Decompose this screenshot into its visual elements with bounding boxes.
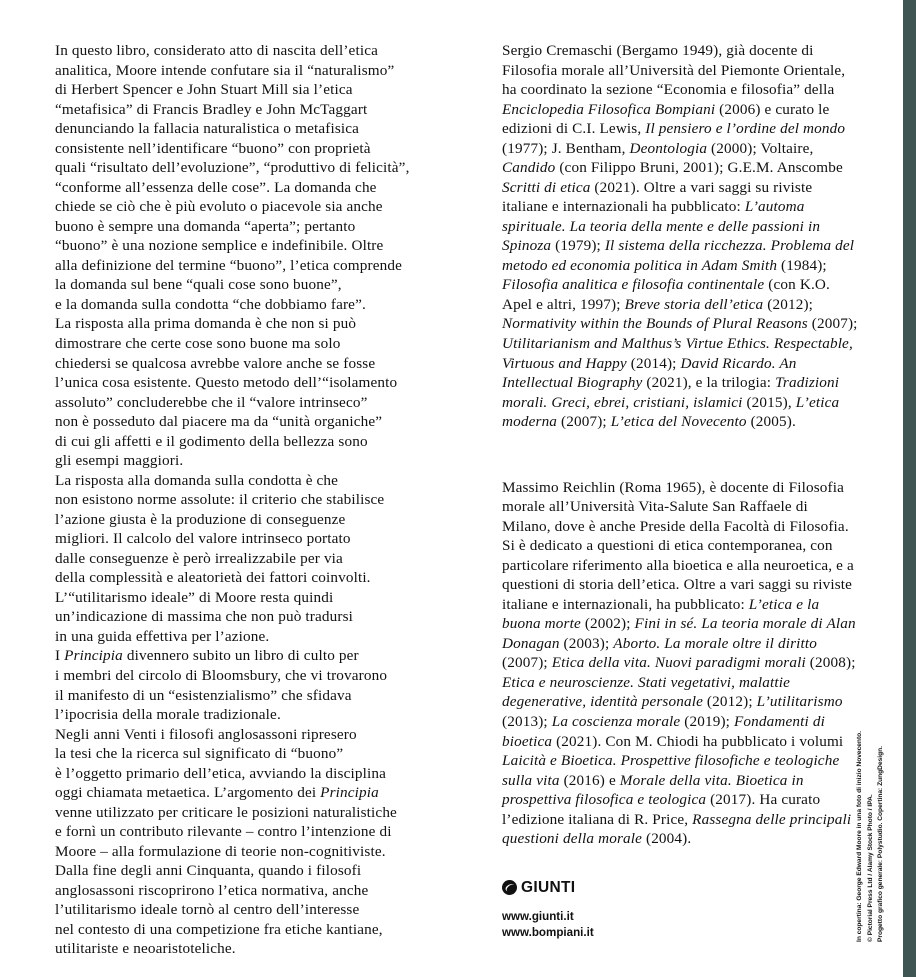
cremaschi-seg-9: Scritti di etica	[502, 178, 591, 196]
blurb-line: analitica, Moore intende confutare sia il “naturalismo”	[55, 61, 395, 79]
principia-pre: I	[55, 647, 65, 665]
blurb-line: la tesi che la ricerca sul significato di “buono”	[55, 745, 344, 763]
reichlin-seg-6: (2007);	[502, 654, 552, 672]
blurb-line: quali “risultato dell’evoluzione”, “produttivo di felicità”,	[55, 159, 410, 177]
blurb-line: della complessità e aleatorietà dei fattori coinvolti.	[55, 569, 371, 587]
reichlin-seg-10: (2012);	[702, 693, 757, 711]
reichlin-seg-2: (2002);	[580, 615, 635, 633]
blurb-line: Moore – alla formulazione di teorie non-cognitiviste.	[55, 842, 386, 860]
reichlin-seg-15: Fondamenti di bioetica	[502, 713, 825, 750]
cremaschi-seg-30: (2005).	[746, 413, 796, 431]
reichlin-seg-9: Etica e neuroscienze. Stati vegetativi, malattie degenerative, identità personale	[502, 673, 791, 711]
blurb-line: alla definizione del termine “buono”, l’etica comprende	[55, 256, 402, 274]
blurb-line: l’utilitarismo ideale tornò al centro dell’interesse	[55, 901, 360, 919]
blurb-line-principia-a	[55, 646, 420, 666]
blurb-line: in una guida effettiva per l’azione.	[55, 627, 270, 645]
cover-credits-rotated	[855, 690, 889, 942]
blurb-line: Dalla fine degli anni Cinquanta, quando i filosofi	[55, 862, 362, 880]
cremaschi-seg-15: Filosofia analitica e filosofia continentale	[502, 276, 765, 294]
blurb-line: consistente nell’identificare “buono” con proprietà	[55, 139, 371, 157]
blurb-line: un’indicazione di massima che non può tradursi	[55, 608, 354, 626]
blurb-line: La risposta alla prima domanda è che non si può	[55, 315, 357, 333]
cremaschi-seg-21: Utilitarianism and Malthus’s Virtue Ethics. Respectable, Virtuous and Happy	[502, 334, 853, 372]
cremaschi-seg-0: Sergio Cremaschi (Bergamo 1949), già docente di Filosofia morale all’Università del Piemonte Orientale, ha coordinato la sezione “Economia e filosofia” della	[502, 42, 846, 99]
publisher-name: GIUNTI	[521, 879, 576, 896]
url-bompiani[interactable]: www.bompiani.it	[502, 925, 594, 939]
reichlin-seg-13: La coscienza morale	[551, 713, 681, 730]
reichlin-seg-21: Rassegna delle principali questioni della morale	[502, 810, 852, 848]
blurb-line: il manifesto di un “esistenzialismo” che sfidava	[55, 686, 352, 704]
principia-title-italic: Principia	[64, 647, 123, 665]
blurb-line: non esistono norme assolute: il criterio che stabilisce	[55, 491, 385, 509]
cremaschi-seg-6: (2000); Voltaire,	[707, 139, 814, 157]
blurb-line: l’azione giusta è la produzione di conseguenze	[55, 510, 346, 528]
cremaschi-seg-7: Candido	[502, 159, 556, 177]
cremaschi-seg-16: (con K.O. Apel e altri, 1997);	[502, 276, 830, 313]
reichlin-seg-8: (2008);	[805, 654, 856, 672]
blurb-line: nel contesto di una competizione fra etiche kantiane,	[55, 920, 383, 938]
blurb-line: dimostrare che certe cose sono buone ma solo	[55, 334, 341, 352]
reichlin-seg-17: Laicità e Bioetica. Prospettive filosofiche e teologiche sulla vita	[502, 752, 840, 789]
book-blurb-column	[55, 41, 420, 959]
giunti-g-mark-icon	[502, 880, 517, 895]
blurb-line-principia-h	[55, 783, 420, 803]
blurb-line: chiede se ciò che è più evoluto o piacevole sia anche	[55, 198, 383, 216]
blurb-line: chiedersi se qualcosa avrebbe valore anche se fosse	[55, 354, 376, 372]
cremaschi-seg-29: L’etica del Novecento	[610, 413, 747, 431]
cremaschi-seg-28: (2007);	[557, 413, 611, 431]
cremaschi-seg-26: (2015),	[742, 393, 796, 411]
author-bio-cremaschi	[502, 41, 860, 432]
blurb-line: di cui gli affetti e il godimento della bellezza sono	[55, 432, 368, 450]
blurb-line: di Herbert Spencer e John Stuart Mill sia l’etica	[55, 81, 353, 99]
blurb-line: è l’oggetto primario dell’etica, avviando la disciplina	[55, 764, 386, 782]
reichlin-seg-5: Aborto. La morale oltre il diritto	[613, 634, 818, 652]
cremaschi-seg-23: David Ricardo. An Intellectual Biography	[502, 354, 797, 392]
cremaschi-seg-11: L’automa spirituale. La teoria della mente e delle passioni in Spinoza	[502, 198, 821, 255]
cremaschi-seg-17: Breve storia dell’etica	[624, 295, 764, 313]
blurb-line: L’“utilitarismo ideale” di Moore resta quindi	[55, 588, 334, 606]
reichlin-seg-4: (2003);	[559, 634, 614, 652]
blurb-line: “conforme all’essenza delle cose”. La domanda che	[55, 178, 377, 196]
cremaschi-seg-19: Normativity within the Bounds of Plural Reasons	[502, 315, 808, 333]
cover-credits-block	[855, 690, 889, 942]
cremaschi-seg-18: (2012);	[763, 295, 814, 313]
blurb-line: La risposta alla domanda sulla condotta è che	[55, 471, 339, 489]
cremaschi-seg-25: Tradizioni morali. Greci, ebrei, cristiani, islamici	[502, 374, 840, 411]
reichlin-seg-20: (2017). Ha curato l’edizione italiana di R. Price,	[502, 791, 821, 828]
reichlin-seg-19: Morale della vita. Bioetica in prospettiva filosofica e teologica	[502, 771, 804, 809]
cremaschi-seg-4: (1977); J. Bentham,	[502, 139, 630, 157]
reichlin-seg-16: (2021). Con M. Chiodi ha pubblicato i volumi	[552, 732, 844, 750]
blurb-line: assoluto” concluderebbe che il “valore intrinseco”	[55, 393, 368, 411]
reichlin-seg-0: Massimo Reichlin (Roma 1965), è docente di Filosofia morale all’Università Vita-Salute San Raffaele di Milano, dove è anche Preside della Facoltà di Filosofia. Si è dedicato a questioni di etica contemporanea, con particolare riferimento alla bioetica e alla neuroetica, e a questioni di storia dell’etica. Oltre a vari saggi su riviste italiane e internazionali, ha pubblicato:	[502, 478, 854, 613]
publisher-urls	[502, 909, 802, 942]
cremaschi-seg-1: Enciclopedia Filosofica Bompiani	[502, 100, 716, 118]
cremaschi-seg-5: Deontologia	[629, 139, 708, 157]
blurb-line: i membri del circolo di Bloomsbury, che vi trovarono	[55, 667, 388, 684]
blurb-line: e la domanda sulla condotta “che dobbiamo fare”.	[55, 295, 366, 313]
blurb-line: utilitariste e neoaristoteliche.	[55, 940, 236, 958]
credit-line-copyright: © Pictorial Press Ltd / Alamy Stock Photo / IPA.	[866, 794, 874, 942]
reichlin-seg-22: (2004).	[642, 830, 692, 848]
cremaschi-seg-3: Il pensiero e l’ordine del mondo	[645, 120, 846, 138]
cremaschi-seg-12: (1979);	[551, 237, 605, 255]
blurb-line: la domanda sul bene “quali cose sono buone”,	[55, 276, 342, 294]
blurb-line: “metafisica” di Francis Bradley e John McTaggart	[55, 100, 368, 118]
blurb-line: anglosassoni riscoprirono l’etica normativa, anche	[55, 881, 369, 899]
blurb-line: dalle conseguenze è però irrealizzabile per via	[55, 549, 343, 567]
blurb-line: e fornì un contributo rilevante – contro l’intenzione di	[55, 823, 392, 841]
reichlin-seg-11: L’utilitarismo	[756, 693, 843, 711]
cremaschi-seg-14: (1984);	[777, 256, 827, 274]
blurb-line: In questo libro, considerato atto di nascita dell’etica	[55, 42, 378, 59]
cremaschi-seg-10: (2021). Oltre a vari saggi su riviste italiane e internazionali ha pubblicato:	[502, 178, 813, 216]
cremaschi-seg-2: (2006) e curato le edizioni di C.I. Lewis,	[502, 100, 830, 138]
credit-line-photo-caption: In copertina: George Edward Moore in una foto di inizio Novecento.	[856, 730, 863, 942]
blurb-line: Negli anni Venti i filosofi anglosassoni ripresero	[55, 725, 357, 743]
reichlin-seg-12: (2013);	[502, 713, 552, 730]
cremaschi-seg-20: (2007);	[807, 315, 858, 333]
cremaschi-seg-22: (2014);	[626, 354, 681, 372]
url-giunti[interactable]: www.giunti.it	[502, 909, 574, 923]
author-bios-column	[502, 41, 860, 849]
publisher-block	[502, 880, 802, 941]
principia-title-italic-2: Principia	[320, 784, 379, 802]
blurb-line: gli esempi maggiori.	[55, 452, 184, 470]
blurb-line: denunciando la fallacia naturalistica o metafisica	[55, 120, 360, 138]
principia-post: divennero subito un libro di culto per	[122, 647, 359, 665]
cremaschi-seg-13: Il sistema della ricchezza. Problema del metodo ed economia politica in Adam Smith	[502, 237, 855, 274]
reichlin-seg-3: Fini in sé. La teoria morale di Alan Donagan	[502, 615, 856, 652]
blurb-line: venne utilizzato per criticare le posizioni naturalistiche	[55, 803, 397, 821]
cremaschi-seg-27: L’etica moderna	[502, 393, 840, 431]
publisher-logo	[502, 880, 802, 896]
author-bio-reichlin	[502, 478, 860, 849]
blurb-line: “buono” è una nozione semplice e indefinibile. Oltre	[55, 237, 384, 255]
reichlin-seg-14: (2019);	[680, 713, 734, 730]
metaetica-pre: oggi chiamata metaetica. L’argomento dei	[55, 784, 321, 802]
cremaschi-seg-8: (con Filippo Bruni, 2001); G.E.M. Anscombe	[555, 159, 843, 177]
blurb-line: migliori. Il calcolo del valore intrinseco portato	[55, 530, 351, 548]
reichlin-seg-7: Etica della vita. Nuovi paradigmi morali	[551, 654, 806, 672]
spine-edge-strip	[903, 0, 916, 977]
blurb-line: l’ipocrisia della morale tradizionale.	[55, 706, 281, 724]
credit-line-design: Progetto grafico generale: Polystudio. Copertina: ZungDesign.	[877, 746, 885, 942]
reichlin-seg-18: (2016) e	[559, 771, 620, 789]
reichlin-seg-1: L’etica e la buona morte	[502, 595, 820, 633]
blurb-line: l’unica cosa esistente. Questo metodo dell’“isolamento	[55, 374, 398, 392]
blurb-line: non è posseduto dal piacere ma da “unità organiche”	[55, 413, 383, 431]
cremaschi-seg-24: (2021), e la trilogia:	[642, 374, 776, 392]
blurb-line: buono è sempre una domanda “aperta”; pertanto	[55, 217, 356, 235]
